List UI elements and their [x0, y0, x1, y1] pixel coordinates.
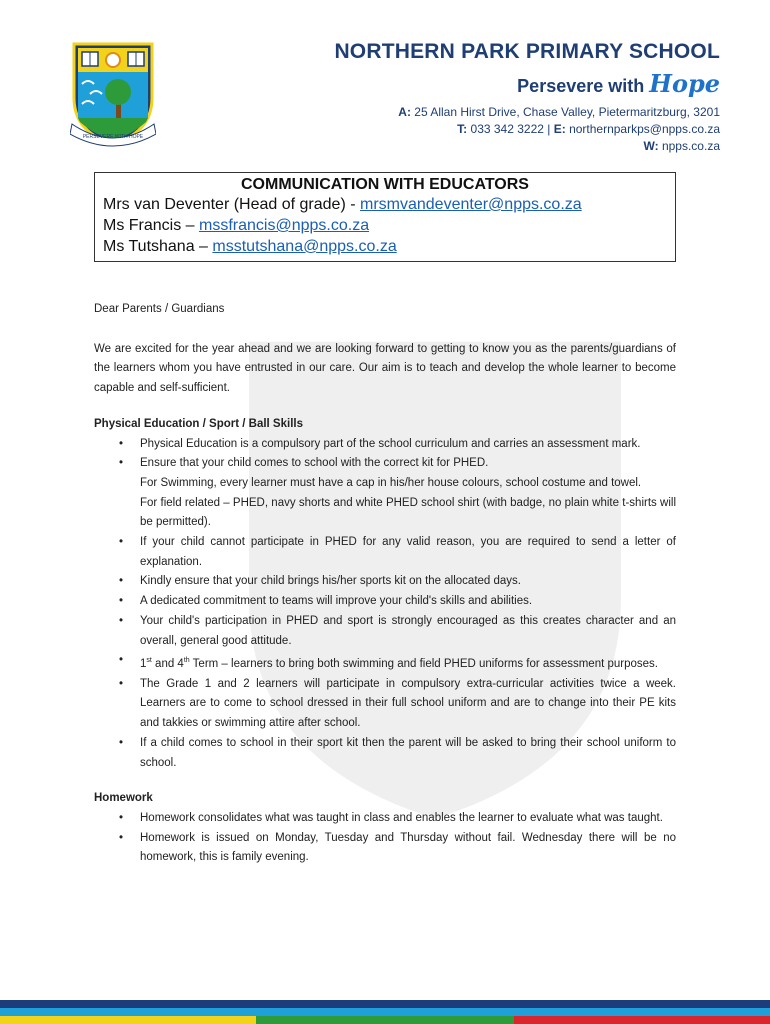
- list-item: • Homework consolidates what was taught in class and enables the learner to evaluate what was taught.: [140, 809, 676, 829]
- school-motto: [334, 69, 720, 98]
- motto-prefix: Persevere with: [517, 76, 645, 96]
- address-label: A:: [398, 105, 411, 119]
- homework-heading: Homework: [94, 792, 153, 805]
- list-item: • 1st and 4th Term – learners to bring both swimming and field PHED uniforms for assessment purposes.: [140, 651, 676, 675]
- educator-contact-line: [103, 236, 667, 257]
- letterhead: [334, 40, 720, 155]
- motto-word: Hope: [649, 69, 720, 98]
- kit-swimming: For Swimming, every learner must have a cap in his/her house colours, school costume and towel.: [140, 476, 642, 489]
- educator-email-link[interactable]: mssfrancis@npps.co.za: [199, 217, 370, 234]
- letter-body: [94, 300, 676, 884]
- list-item: • Ensure that your child comes to school with the correct kit for PHED. For Swimming, every learner must have a cap in his/her house colours, school costume and towel. For field related – PHED, navy shorts and white PHED school shirt (with badge, no plain white t-shirts will be permitted).: [140, 454, 676, 533]
- contact-details: [334, 104, 720, 155]
- web-line: [334, 138, 720, 155]
- intro-paragraph: We are excited for the year ahead and we are looking forward to getting to know you as the parents/guardians of the learners whom you have entrusted in our care. Our aim is to teach and develop the whole learner to become capable and self-sufficient.: [94, 342, 676, 395]
- educator-email-link[interactable]: msstutshana@npps.co.za: [212, 238, 397, 255]
- tel-value: 033 342 3222: [470, 122, 544, 136]
- address-value: 25 Allan Hirst Drive, Chase Valley, Pietermaritzburg, 3201: [414, 105, 720, 119]
- list-item: • Physical Education is a compulsory part of the school curriculum and carries an assessment mark.: [140, 435, 676, 455]
- educator-name: Ms Tutshana –: [103, 238, 213, 255]
- greeting: Dear Parents / Guardians: [94, 303, 225, 315]
- homework-list: [94, 809, 676, 868]
- list-item: • Your child's participation in PHED and sport is strongly encouraged as this creates character and an overall, general good attitude.: [140, 612, 676, 651]
- list-item: • The Grade 1 and 2 learners will participate in compulsory extra-curricular activities twice a week. Learners are to come to school dressed in their full school uniform and are to change into their PE kits and takkies or swimming attire after school.: [140, 675, 676, 734]
- list-item: • If your child cannot participate in PHED for any valid reason, you are required to send a letter of explanation.: [140, 533, 676, 572]
- footer-stripe-navy: [0, 1000, 770, 1008]
- educator-name: Ms Francis –: [103, 217, 200, 234]
- educator-email-link[interactable]: mrsmvandeventer@npps.co.za: [360, 196, 582, 213]
- list-item: • If a child comes to school in their sport kit then the parent will be asked to bring their school uniform to school.: [140, 734, 676, 773]
- web-value[interactable]: npps.co.za: [661, 139, 720, 153]
- crest-banner-text: PERSEVERE WITH HOPE: [82, 134, 144, 140]
- contact-box-title: COMMUNICATION WITH EDUCATORS: [241, 176, 529, 193]
- tel-label: T:: [457, 122, 468, 136]
- footer-stripe-green: [256, 1016, 514, 1024]
- list-item: • A dedicated commitment to teams will improve your child's skills and abilities.: [140, 592, 676, 612]
- email-label: E:: [553, 122, 566, 136]
- phone-email-line: T: 033 342 3222 | E: northernparkps@npps.co.za: [457, 122, 720, 136]
- footer-stripe-yellow: [0, 1016, 256, 1024]
- email-value[interactable]: northernparkps@npps.co.za: [569, 122, 720, 136]
- kit-field: For field related – PHED, navy shorts and white PHED school shirt (with badge, no plain white t-shirts will be permitted).: [140, 496, 676, 529]
- list-item: • Kindly ensure that your child brings his/her sports kit on the allocated days.: [140, 572, 676, 592]
- pe-heading: Physical Education / Sport / Ball Skills: [94, 417, 303, 430]
- footer-color-bar: [0, 1000, 770, 1024]
- educator-contact-line: [103, 215, 667, 236]
- school-crest-logo: [70, 40, 156, 148]
- educator-contact-box: [94, 172, 676, 262]
- list-item: • Homework is issued on Monday, Tuesday and Thursday without fail. Wednesday there will be no homework, this is family evening.: [140, 829, 676, 868]
- pe-list: [94, 435, 676, 774]
- address-line: [334, 104, 720, 121]
- web-label: W:: [643, 139, 659, 153]
- footer-stripe-red: [514, 1016, 770, 1024]
- footer-stripe-sky: [0, 1008, 770, 1016]
- school-name: NORTHERN PARK PRIMARY SCHOOL: [334, 40, 720, 63]
- educator-name: Mrs van Deventer (Head of grade) -: [103, 196, 360, 213]
- educator-contact-line: [103, 194, 667, 215]
